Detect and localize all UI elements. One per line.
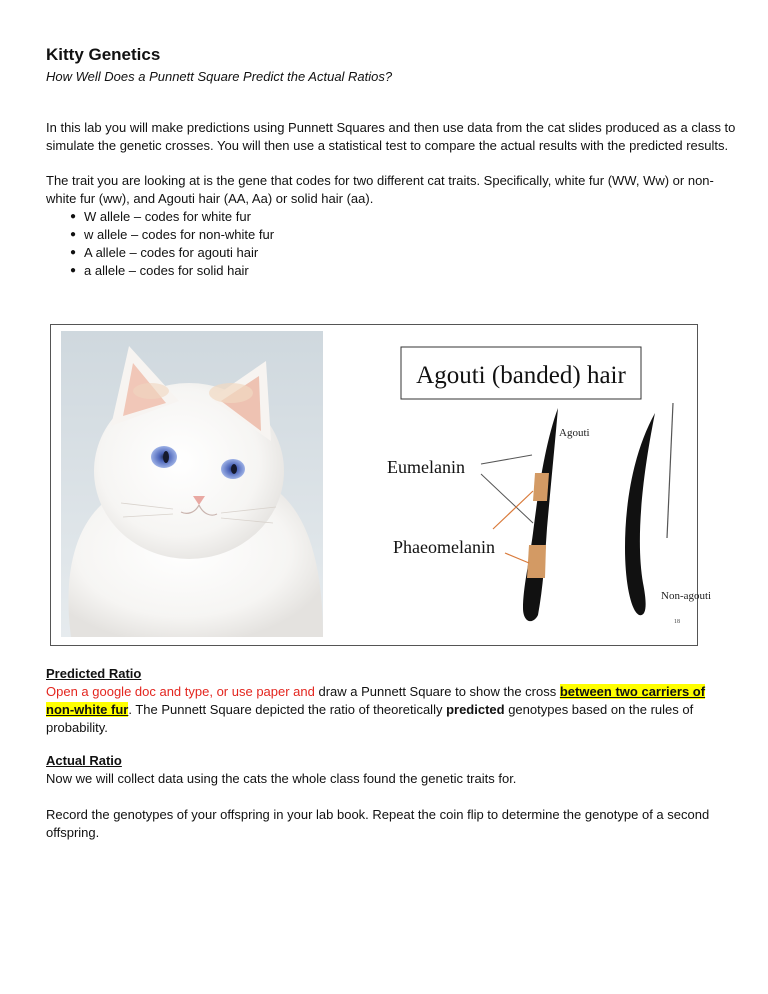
predicted-text: . The Punnett Square depicted the ratio of theoretically xyxy=(128,702,447,717)
actual-ratio-heading: Actual Ratio xyxy=(46,753,122,768)
figure-box xyxy=(50,324,712,646)
label-eumelanin: Eumelanin xyxy=(387,457,465,477)
label-agouti: Agouti xyxy=(559,427,590,439)
allele-item: ● a allele – codes for solid hair xyxy=(70,262,736,280)
allele-item: ● w allele – codes for non-white fur xyxy=(70,226,736,244)
allele-item: ● W allele – codes for white fur xyxy=(70,208,736,226)
predicted-ratio-heading: Predicted Ratio xyxy=(46,666,142,681)
bold-word: predicted xyxy=(446,702,505,717)
predicted-ratio-paragraph xyxy=(46,683,736,737)
instruction-red-text: Open a google doc and type, or use paper and xyxy=(46,684,315,699)
non-agouti-hair-shaft xyxy=(625,413,655,615)
slide-number: 18 xyxy=(674,619,680,625)
phaeomelanin-band xyxy=(527,545,546,578)
label-non-agouti: Non-agouti xyxy=(661,590,712,602)
actual-ratio-line: Now we will collect data using the cats the whole class found the genetic traits for. xyxy=(46,771,517,786)
predicted-ratio-section xyxy=(46,665,736,737)
highlighted-text: between two carriers of non-white fur xyxy=(46,684,706,717)
allele-list xyxy=(46,208,736,280)
document-subtitle: How Well Does a Punnett Square Predict the Actual Ratios? xyxy=(46,69,393,84)
actual-ratio-section xyxy=(46,752,736,842)
predicted-text: genotypes based on the rules of probability. xyxy=(46,702,694,735)
intro-paragraph: In this lab you will make predictions using Punnett Squares and then use data from the cat slides produced as a class to simulate the genetic crosses. You will then use a statistical test to compare the actual results with the predicted results. xyxy=(46,120,736,153)
phaeomelanin-band xyxy=(533,473,549,501)
trait-paragraph: The trait you are looking at is the gene that codes for two different cat traits. Specifically, white fur (WW, Ww) or non-white fur (ww), and Agouti hair (AA, Aa) or solid hair (aa). xyxy=(46,173,714,206)
agouti-hair-shaft xyxy=(523,408,558,621)
label-phaeomelanin: Phaeomelanin xyxy=(393,537,495,557)
document-page xyxy=(46,44,736,280)
diagram-title: Agouti (banded) hair xyxy=(416,362,626,389)
agouti-hair-diagram xyxy=(333,333,712,633)
white-cat-image xyxy=(61,331,323,637)
actual-ratio-instructions: Record the genotypes of your offspring in your lab book. Repeat the coin flip to determine the genotype of a second offspring. xyxy=(46,807,710,840)
document-title: Kitty Genetics xyxy=(46,45,161,64)
allele-item: ● A allele – codes for agouti hair xyxy=(70,244,736,262)
predicted-text: draw a Punnett Square to show the cross xyxy=(314,684,560,699)
